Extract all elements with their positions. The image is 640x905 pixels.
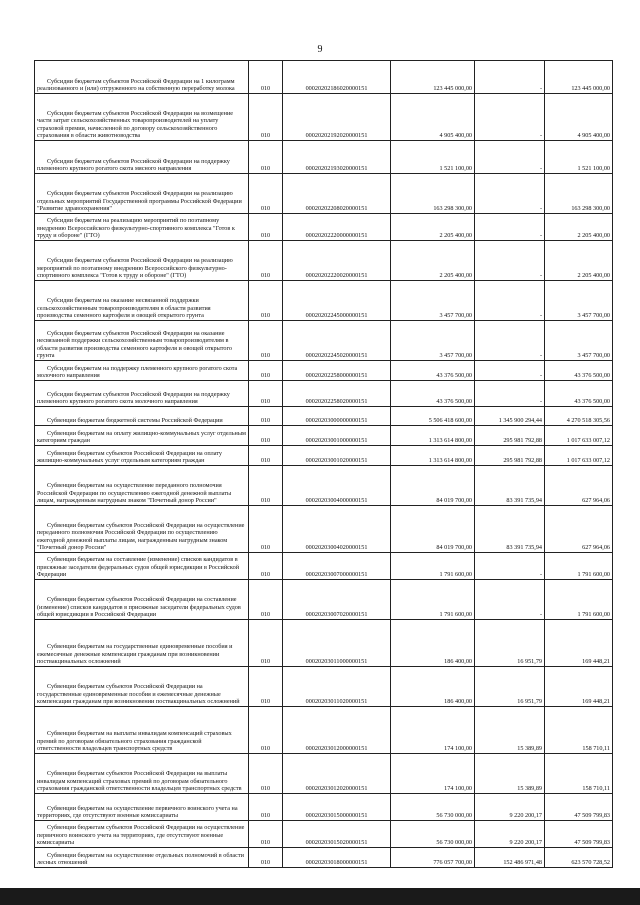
table-cell-income-code: 00020202258000000151 xyxy=(283,361,391,381)
table-cell-approved: 5 506 418 600,00 xyxy=(391,407,475,426)
table-cell-executed: - xyxy=(475,241,545,281)
table-cell-income-code: 00020202245020000151 xyxy=(283,321,391,361)
table-cell-name: Субвенции бюджетам субъектов Российской Федерации на осуществление переданного полномочия Российской Федерации по осуществлению ежегодной денежной выплаты лицам, награжденным нагрудным знаком "Почетный донор России" xyxy=(35,506,249,553)
table-cell-unexecuted: 169 448,21 xyxy=(545,667,613,707)
table-row xyxy=(35,426,613,446)
table-row xyxy=(35,667,613,707)
table-cell-income-code: 00020202208020000151 xyxy=(283,174,391,214)
table-cell-income-code: 00020203004020000151 xyxy=(283,506,391,553)
table-cell-name: Субсидии бюджетам субъектов Российской Федерации на поддержку племенного крупного рогатого скота молочного направления xyxy=(35,381,249,407)
table-cell-approved: 186 400,00 xyxy=(391,620,475,667)
table-cell-unexecuted: 627 964,06 xyxy=(545,466,613,506)
table-row xyxy=(35,754,613,794)
table-cell-executed: - xyxy=(475,61,545,94)
table-row xyxy=(35,407,613,426)
budget-table xyxy=(34,60,613,868)
scan-bottom-edge xyxy=(0,888,640,905)
table-cell-executed: - xyxy=(475,94,545,141)
table-cell-approved: 84 019 700,00 xyxy=(391,466,475,506)
table-cell-name: Субсидии бюджетам субъектов Российской Федерации на реализацию мероприятий по поэтапному внедрению Всероссийского физкультурно-спортивного комплекса "Готов к труду и обороне" (ГТО) xyxy=(35,241,249,281)
table-row xyxy=(35,848,613,868)
table-cell-name: Субвенции бюджетам на осуществление первичного воинского учета на территориях, где отсутствуют военные комиссариаты xyxy=(35,794,249,821)
table-cell-income-code: 00020203001020000151 xyxy=(283,446,391,466)
table-cell-income-code: 00020202186020000151 xyxy=(283,61,391,94)
table-cell-approved: 56 730 000,00 xyxy=(391,794,475,821)
table-row xyxy=(35,61,613,94)
table-cell-name: Субвенции бюджетам на оплату жилищно-коммунальных услуг отдельным категориям граждан xyxy=(35,426,249,446)
table-cell-name: Субсидии бюджетам субъектов Российской Федерации на оказание несвязанной поддержки сельскохозяйственным товаропроизводителям в области развития производства семенного картофеля и овощей открытого грунта xyxy=(35,321,249,361)
table-cell-executed: 15 389,89 xyxy=(475,707,545,754)
table-row xyxy=(35,466,613,506)
table-cell-approved: 1 791 600,00 xyxy=(391,553,475,580)
table-cell-line-code: 010 xyxy=(249,620,283,667)
table-cell-income-code: 00020203018000000151 xyxy=(283,848,391,868)
table-cell-income-code: 00020202193020000151 xyxy=(283,141,391,174)
table-cell-line-code: 010 xyxy=(249,214,283,241)
table-cell-line-code: 010 xyxy=(249,821,283,848)
table-cell-income-code: 00020203004000000151 xyxy=(283,466,391,506)
table-row xyxy=(35,821,613,848)
table-cell-executed: 83 391 735,94 xyxy=(475,506,545,553)
table-cell-approved: 1 313 614 800,00 xyxy=(391,426,475,446)
table-cell-approved: 3 457 700,00 xyxy=(391,321,475,361)
table-cell-executed: 16 951,79 xyxy=(475,667,545,707)
table-cell-income-code: 00020203012020000151 xyxy=(283,754,391,794)
table-cell-approved: 84 019 700,00 xyxy=(391,506,475,553)
table-row xyxy=(35,241,613,281)
table-cell-executed: - xyxy=(475,381,545,407)
table-cell-unexecuted: 47 509 799,83 xyxy=(545,821,613,848)
table-body xyxy=(35,61,613,868)
table-row xyxy=(35,381,613,407)
table-cell-line-code: 010 xyxy=(249,281,283,321)
table-cell-line-code: 010 xyxy=(249,94,283,141)
table-cell-name: Субвенции бюджетам субъектов Российской Федерации на осуществление первичного воинского учета на территориях, где отсутствуют военные комиссариаты xyxy=(35,821,249,848)
table-cell-income-code: 00020203007020000151 xyxy=(283,580,391,620)
table-cell-unexecuted: 4 270 518 305,56 xyxy=(545,407,613,426)
table-cell-income-code: 00020203011020000151 xyxy=(283,667,391,707)
table-cell-executed: 15 389,89 xyxy=(475,754,545,794)
table-cell-approved: 186 400,00 xyxy=(391,667,475,707)
table-cell-line-code: 010 xyxy=(249,553,283,580)
table-cell-name: Субсидии бюджетам субъектов Российской Федерации на возмещение части затрат сельскохозяйственных товаропроизводителей на уплату страховой премии, начисленной по договору сельскохозяйственного страхования в области животноводства xyxy=(35,94,249,141)
table-cell-income-code: 00020203007000000151 xyxy=(283,553,391,580)
table-cell-unexecuted: 3 457 700,00 xyxy=(545,321,613,361)
table-cell-approved: 174 100,00 xyxy=(391,754,475,794)
table-row xyxy=(35,580,613,620)
table-cell-line-code: 010 xyxy=(249,848,283,868)
table-cell-executed: 83 391 735,94 xyxy=(475,466,545,506)
table-cell-unexecuted: 2 205 400,00 xyxy=(545,214,613,241)
table-cell-unexecuted: 169 448,21 xyxy=(545,620,613,667)
table-cell-unexecuted: 43 376 500,00 xyxy=(545,361,613,381)
table-cell-unexecuted: 1 791 600,00 xyxy=(545,553,613,580)
table-row xyxy=(35,553,613,580)
table-cell-unexecuted: 123 445 000,00 xyxy=(545,61,613,94)
table-cell-name: Субсидии бюджетам субъектов Российской Федерации на реализацию отдельных мероприятий Государственной программы Российской Федерации "Развитие здравоохранения" xyxy=(35,174,249,214)
table-cell-income-code: 00020203012000000151 xyxy=(283,707,391,754)
table-cell-income-code: 00020203015020000151 xyxy=(283,821,391,848)
table-cell-income-code: 00020202220000000151 xyxy=(283,214,391,241)
table-cell-line-code: 010 xyxy=(249,426,283,446)
table-cell-executed: - xyxy=(475,214,545,241)
table-cell-name: Субвенции бюджетам на осуществление переданного полномочия Российской Федерации по осуществлению ежегодной денежной выплаты лицам, награжденным нагрудным знаком "Почетный донор России" xyxy=(35,466,249,506)
table-cell-name: Субвенции бюджетам субъектов Российской Федерации на государственные единовременные пособия и ежемесячные денежные компенсации гражданам при возникновении поствакцинальных осложнений xyxy=(35,667,249,707)
table-cell-name: Субвенции бюджетам на осуществление отдельных полномочий в области лесных отношений xyxy=(35,848,249,868)
table-cell-line-code: 010 xyxy=(249,794,283,821)
table-cell-unexecuted: 623 570 728,52 xyxy=(545,848,613,868)
table-cell-name: Субсидии бюджетам на поддержку племенного крупного рогатого скота молочного направления xyxy=(35,361,249,381)
table-cell-approved: 163 298 300,00 xyxy=(391,174,475,214)
table-cell-name: Субвенции бюджетам на выплаты инвалидам компенсаций страховых премий по договорам обязательного страхования гражданской ответственности владельцев транспортных средств xyxy=(35,707,249,754)
table-cell-income-code: 00020202245000000151 xyxy=(283,281,391,321)
table-cell-executed: 1 345 900 294,44 xyxy=(475,407,545,426)
table-cell-approved: 2 205 400,00 xyxy=(391,241,475,281)
table-cell-line-code: 010 xyxy=(249,174,283,214)
table-cell-executed: - xyxy=(475,281,545,321)
table-cell-name: Субсидии бюджетам на оказание несвязанной поддержки сельскохозяйственным товаропроизводителям в области развития производства семенного картофеля и овощей открытого грунта xyxy=(35,281,249,321)
table-cell-unexecuted: 627 964,06 xyxy=(545,506,613,553)
table-cell-line-code: 010 xyxy=(249,61,283,94)
table-cell-name: Субсидии бюджетам на реализацию мероприятий по поэтапному внедрению Всероссийского физкультурно-спортивного комплекса "Готов к труду и обороне" (ГТО) xyxy=(35,214,249,241)
table-cell-line-code: 010 xyxy=(249,754,283,794)
table-cell-line-code: 010 xyxy=(249,466,283,506)
table-cell-executed: 9 220 200,17 xyxy=(475,821,545,848)
table-cell-unexecuted: 1 791 600,00 xyxy=(545,580,613,620)
table-cell-unexecuted: 47 509 799,83 xyxy=(545,794,613,821)
table-cell-unexecuted: 163 298 300,00 xyxy=(545,174,613,214)
table-cell-name: Субсидии бюджетам субъектов Российской Федерации на 1 килограмм реализованного и (или) отгруженного на собственную переработку молока xyxy=(35,61,249,94)
table-cell-name: Субвенции бюджетам субъектов Российской Федерации на выплаты инвалидам компенсаций страховых премий по договорам обязательного страхования гражданской ответственности владельцев транспортных средств xyxy=(35,754,249,794)
table-cell-unexecuted: 1 017 633 007,12 xyxy=(545,446,613,466)
table-cell-income-code: 00020203000000000151 xyxy=(283,407,391,426)
table-cell-executed: 152 486 971,48 xyxy=(475,848,545,868)
table-cell-unexecuted: 43 376 500,00 xyxy=(545,381,613,407)
table-cell-line-code: 010 xyxy=(249,580,283,620)
table-cell-executed: - xyxy=(475,174,545,214)
table-cell-name: Субвенции бюджетам бюджетной системы Российской Федерации xyxy=(35,407,249,426)
table-cell-name: Субвенции бюджетам на государственные единовременные пособия и ежемесячные денежные компенсации гражданам при возникновении поствакцинальных осложнений xyxy=(35,620,249,667)
table-cell-unexecuted: 4 905 400,00 xyxy=(545,94,613,141)
table-row xyxy=(35,506,613,553)
table-cell-line-code: 010 xyxy=(249,381,283,407)
table-row xyxy=(35,174,613,214)
table-row xyxy=(35,141,613,174)
table-cell-line-code: 010 xyxy=(249,241,283,281)
table-cell-name: Субсидии бюджетам субъектов Российской Федерации на поддержку племенного крупного рогатого скота мясного направления xyxy=(35,141,249,174)
table-cell-line-code: 010 xyxy=(249,667,283,707)
table-row xyxy=(35,794,613,821)
table-cell-approved: 1 313 614 800,00 xyxy=(391,446,475,466)
table-row xyxy=(35,446,613,466)
table-cell-approved: 2 205 400,00 xyxy=(391,214,475,241)
table-cell-executed: - xyxy=(475,553,545,580)
table-cell-income-code: 00020202192020000151 xyxy=(283,94,391,141)
table-cell-executed: 9 220 200,17 xyxy=(475,794,545,821)
table-row xyxy=(35,281,613,321)
table-cell-approved: 1 521 100,00 xyxy=(391,141,475,174)
table-cell-line-code: 010 xyxy=(249,361,283,381)
table-cell-executed: 295 981 792,88 xyxy=(475,446,545,466)
page-number: 9 xyxy=(317,44,323,55)
table-cell-approved: 174 100,00 xyxy=(391,707,475,754)
table-cell-approved: 43 376 500,00 xyxy=(391,361,475,381)
table-cell-executed: - xyxy=(475,321,545,361)
table-cell-name: Субвенции бюджетам на составление (изменение) списков кандидатов в присяжные заседатели федеральных судов общей юрисдикции в Российской Федерации xyxy=(35,553,249,580)
table-cell-approved: 3 457 700,00 xyxy=(391,281,475,321)
table-cell-income-code: 00020202220020000151 xyxy=(283,241,391,281)
table-row xyxy=(35,361,613,381)
table-row xyxy=(35,620,613,667)
table-cell-income-code: 00020202258020000151 xyxy=(283,381,391,407)
table-cell-executed: 16 951,79 xyxy=(475,620,545,667)
table-cell-approved: 4 905 400,00 xyxy=(391,94,475,141)
table-cell-line-code: 010 xyxy=(249,707,283,754)
table-cell-income-code: 00020203015000000151 xyxy=(283,794,391,821)
table-cell-line-code: 010 xyxy=(249,407,283,426)
table-cell-unexecuted: 3 457 700,00 xyxy=(545,281,613,321)
table-cell-line-code: 010 xyxy=(249,506,283,553)
table-cell-executed: - xyxy=(475,141,545,174)
table-row xyxy=(35,707,613,754)
table-cell-name: Субвенции бюджетам субъектов Российской Федерации на оплату жилищно-коммунальных услуг отдельным категориям граждан xyxy=(35,446,249,466)
table-cell-line-code: 010 xyxy=(249,321,283,361)
table-cell-unexecuted: 1 017 633 007,12 xyxy=(545,426,613,446)
table-row xyxy=(35,214,613,241)
table-cell-income-code: 00020203011000000151 xyxy=(283,620,391,667)
table-cell-unexecuted: 2 205 400,00 xyxy=(545,241,613,281)
table-cell-approved: 56 730 000,00 xyxy=(391,821,475,848)
table-row xyxy=(35,94,613,141)
table-cell-approved: 776 057 700,00 xyxy=(391,848,475,868)
table-cell-unexecuted: 158 710,11 xyxy=(545,707,613,754)
table-cell-income-code: 00020203001000000151 xyxy=(283,426,391,446)
table-cell-executed: - xyxy=(475,361,545,381)
table-cell-unexecuted: 1 521 100,00 xyxy=(545,141,613,174)
table-row xyxy=(35,321,613,361)
table-cell-name: Субвенции бюджетам субъектов Российской Федерации на составление (изменение) списков кандидатов в присяжные заседатели федеральных судов общей юрисдикции в Российской Федерации xyxy=(35,580,249,620)
table-cell-executed: 295 981 792,88 xyxy=(475,426,545,446)
table-cell-line-code: 010 xyxy=(249,141,283,174)
table-cell-approved: 1 791 600,00 xyxy=(391,580,475,620)
table-cell-line-code: 010 xyxy=(249,446,283,466)
table-cell-approved: 43 376 500,00 xyxy=(391,381,475,407)
table-cell-executed: - xyxy=(475,580,545,620)
table-cell-unexecuted: 158 710,11 xyxy=(545,754,613,794)
table-cell-approved: 123 445 000,00 xyxy=(391,61,475,94)
